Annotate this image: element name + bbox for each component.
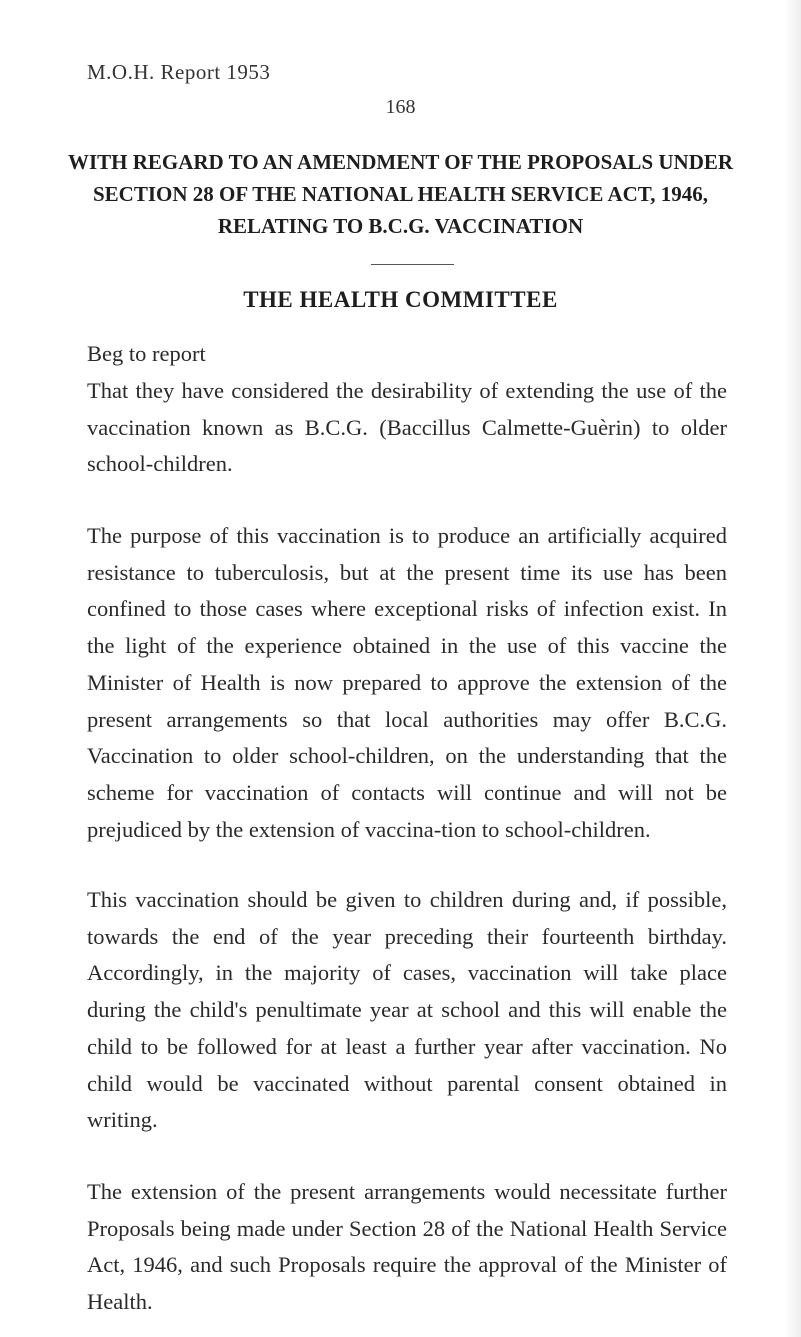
committee-heading: THE HEALTH COMMITTEE [243, 287, 558, 312]
paragraph-purpose: The purpose of this vaccination is to produce an artificially acquired resistance to tuberculosis, but at the present time its use has been confined to those cases where exceptional risks of infection exist. In the light of the experience obtained in the use of this vaccine the Minister of Health is now prepared to approve the extension of the present arrangements so that local authorities may offer B.C.G. Vaccination to older school-children, on the understanding that the scheme for vaccination of contacts will continue and will not be prejudiced by the extension of vaccina-tion to school-children. [87, 523, 727, 842]
page-number: 168 [385, 96, 416, 118]
page-edge-shadow [785, 0, 801, 1337]
paragraph-desirability: That they have considered the desirability of extending the use of the vaccination known as B.C.G. (Baccillus Calmette-Guèrin) to older school-children. [87, 378, 727, 477]
paragraph-timing: This vaccination should be given to children during and, if possible, towards the end of the year preceding their fourteenth birthday. Accordingly, in the majority of cases, vaccination will take place during the child's penultimate year at school and this will enable the child to be followed for at least a further year after vaccination. No child would be vaccinated without parental consent obtained in writing. [87, 887, 727, 1133]
running-head: M.O.H. Report 1953 [87, 60, 271, 84]
paragraph-proposals: The extension of the present arrangements would necessitate further Proposals being made under Section 28 of the National Health Service Act, 1946, and such Proposals require the approval of the Minister of Health. [87, 1179, 727, 1315]
salutation: Beg to report [87, 341, 206, 366]
document-title: WITH REGARD TO AN AMENDMENT OF THE PROPOSALS UNDER SECTION 28 OF THE NATIONAL HEALTH SERVICE ACT, 1946, RELATING TO B.C.G. VACCINATION [67, 150, 734, 238]
section-divider [371, 264, 454, 265]
